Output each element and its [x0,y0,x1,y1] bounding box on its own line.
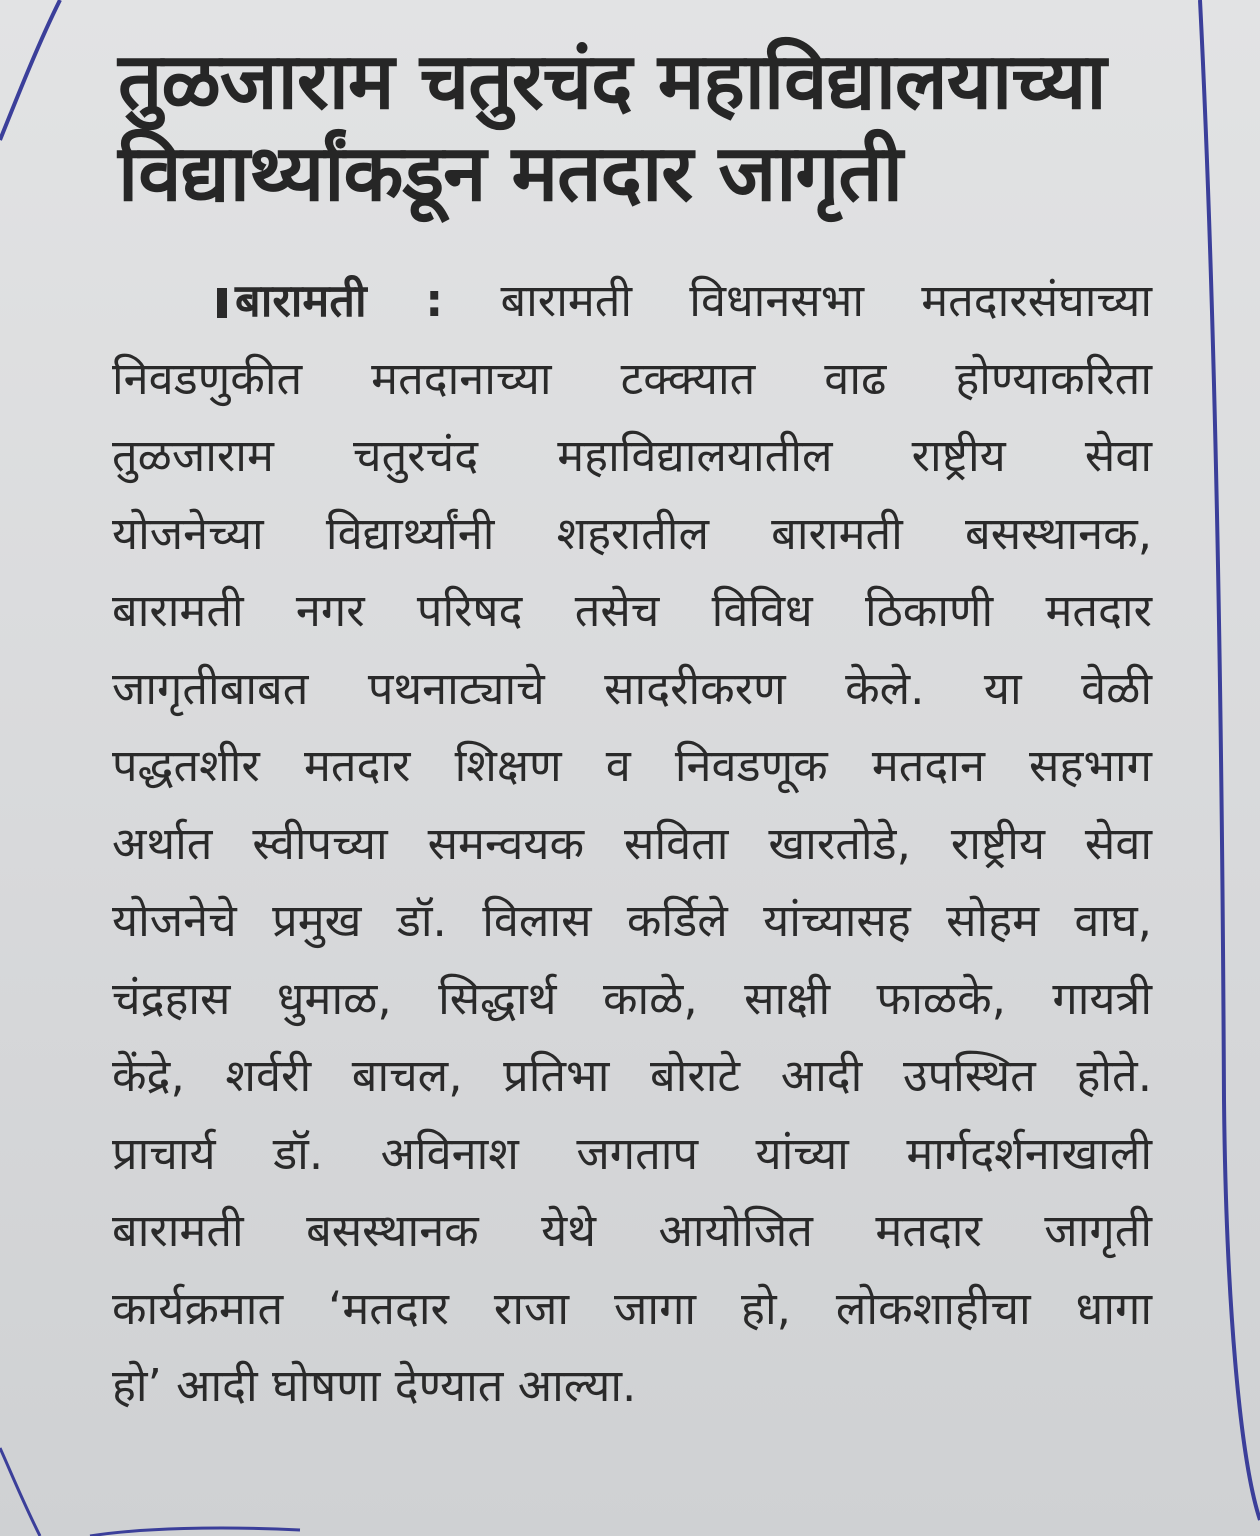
article-headline [118,36,1178,220]
dateline: बारामती : [235,274,444,327]
article-line: निवडणुकीत मतदानाच्या टक्क्यात वाढ होण्याकरिता [112,351,1152,405]
article-line: हो’ आदी घोषणा देण्यात आल्या. [112,1359,637,1412]
article-line: चंद्रहास धुमाळ, सिद्धार्थ काळे, साक्षी फाळके, गायत्री [112,971,1152,1025]
article-line: कार्यक्रमात ‘मतदार राजा जागा हो, लोकशाहीचा धागा [112,1281,1152,1335]
article-line: पद्धतशीर मतदार शिक्षण व निवडणूक मतदान सहभाग [112,739,1152,792]
article-body [112,262,1152,1425]
article-line-text: बारामती विधानसभा मतदारसंघाच्या [500,274,1152,327]
article-line: योजनेच्या विद्यार्थ्यांनी शहरातील बारामती बसस्थानक, [112,506,1152,560]
article-line: प्राचार्य डॉ. अविनाश जगताप यांच्या मार्गदर्शनाखाली [112,1126,1152,1180]
dateline-marker [217,288,227,318]
headline-line-1: तुळजाराम चतुरचंद महाविद्यालयाच्या [118,37,1106,127]
article-line: बारामती नगर परिषद तसेच विविध ठिकाणी मतदार [112,584,1152,637]
article-line: केंद्रे, शर्वरी बाचल, प्रतिभा बोराटे आदी उपस्थित होते. [112,1049,1152,1102]
article-line: अर्थात स्वीपच्या समन्वयक सविता खारतोडे, राष्ट्रीय सेवा [112,816,1152,870]
article-line: तुळजाराम चतुरचंद महाविद्यालयातील राष्ट्रीय सेवा [112,429,1152,482]
article-line: बारामती बसस्थानक येथे आयोजित मतदार जागृती [112,1204,1152,1257]
article-line: योजनेचे प्रमुख डॉ. विलास कर्डिले यांच्यासह सोहम वाघ, [112,894,1152,947]
article-line [112,262,1152,340]
headline-line-2: विद्यार्थ्यांकडून मतदार जागृती [118,129,902,219]
article-line: जागृतीबाबत पथनाट्याचे सादरीकरण केले. या वेळी [112,661,1152,715]
